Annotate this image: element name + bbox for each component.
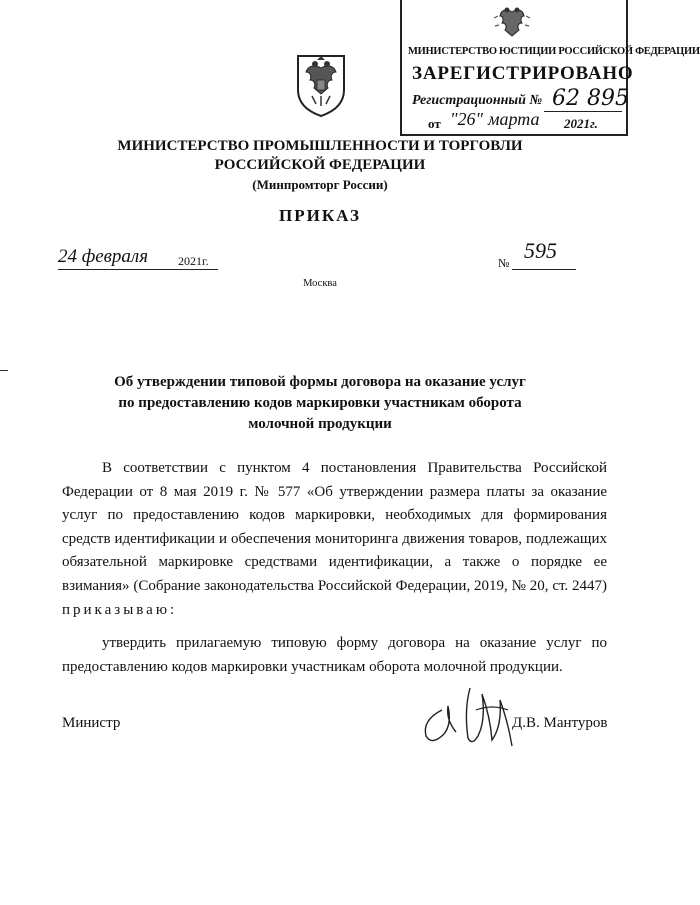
- stamp-date-day: "26": [450, 109, 484, 129]
- order-date-handwritten: 24 февраля: [58, 246, 149, 267]
- stamp-date-year: 2021г.: [564, 116, 598, 131]
- order-number-label: №: [498, 256, 510, 270]
- subject-line3: молочной продукции: [248, 416, 392, 432]
- body-paragraph-2: утвердить прилагаемую типовую форму договора на оказание услуг по предоставлению кодов маркировки участникам оборота молочной продукции.: [62, 635, 607, 675]
- registration-stamp: [400, 0, 700, 136]
- order-number: 595: [524, 238, 557, 263]
- margin-mark: [0, 370, 8, 371]
- order-number-underline: [512, 269, 576, 270]
- stamp-department: МИНИСТЕРСТВО ЮСТИЦИИ РОССИЙСКОЙ ФЕДЕРАЦИИ: [408, 46, 700, 57]
- stamp-number-underline: [544, 111, 622, 112]
- handwritten-signature-icon: [412, 680, 522, 752]
- stamp-date-label: от: [428, 116, 441, 131]
- paragraph1-text: В соответствии с пунктом 4 постановления Правительства Российской Федерации от 8 мая 2019 г. № 577 «Об утверждении размера платы за оказание услуг по предоставлению кодов маркировки, необходимых для формирования средств идентификации и обеспечения мониторинга движения товаров, подлежащих обязательной маркировке средствами идентификации, а также о порядке ее взимания» (Собрание законодательства Российской Федерации, 2019, № 20, ст. 2447): [62, 460, 607, 594]
- stamp-emblem-icon: [492, 4, 532, 42]
- order-subject: [0, 372, 640, 435]
- subject-line2: по предоставлению кодов маркировки участникам оборота: [118, 395, 522, 411]
- ministry-short-name: (Минпромторг России): [252, 177, 388, 192]
- document-type: ПРИКАЗ: [279, 206, 361, 225]
- order-word: приказываю:: [62, 601, 178, 618]
- stamp-number: 62 895: [552, 86, 629, 111]
- order-date-underline: [58, 269, 218, 270]
- stamp-status: ЗАРЕГИСТРИРОВАНО: [412, 63, 634, 84]
- order-date-year: 2021г.: [178, 254, 209, 268]
- signatory-name: Д.В. Мантуров: [512, 715, 608, 731]
- ministry-name-line1: МИНИСТЕРСТВО ПРОМЫШЛЕННОСТИ И ТОРГОВЛИ: [117, 138, 523, 154]
- subject-line1: Об утверждении типовой формы договора на оказание услуг: [114, 374, 526, 390]
- coat-of-arms-icon: [290, 50, 352, 118]
- ministry-name-line2: РОССИЙСКОЙ ФЕДЕРАЦИИ: [214, 157, 426, 173]
- stamp-date-month: марта: [488, 109, 540, 129]
- signatory-position: Министр: [62, 715, 121, 731]
- body-paragraph-1: [62, 457, 607, 622]
- stamp-number-label: Регистрационный №: [412, 93, 543, 108]
- city: Москва: [303, 278, 337, 289]
